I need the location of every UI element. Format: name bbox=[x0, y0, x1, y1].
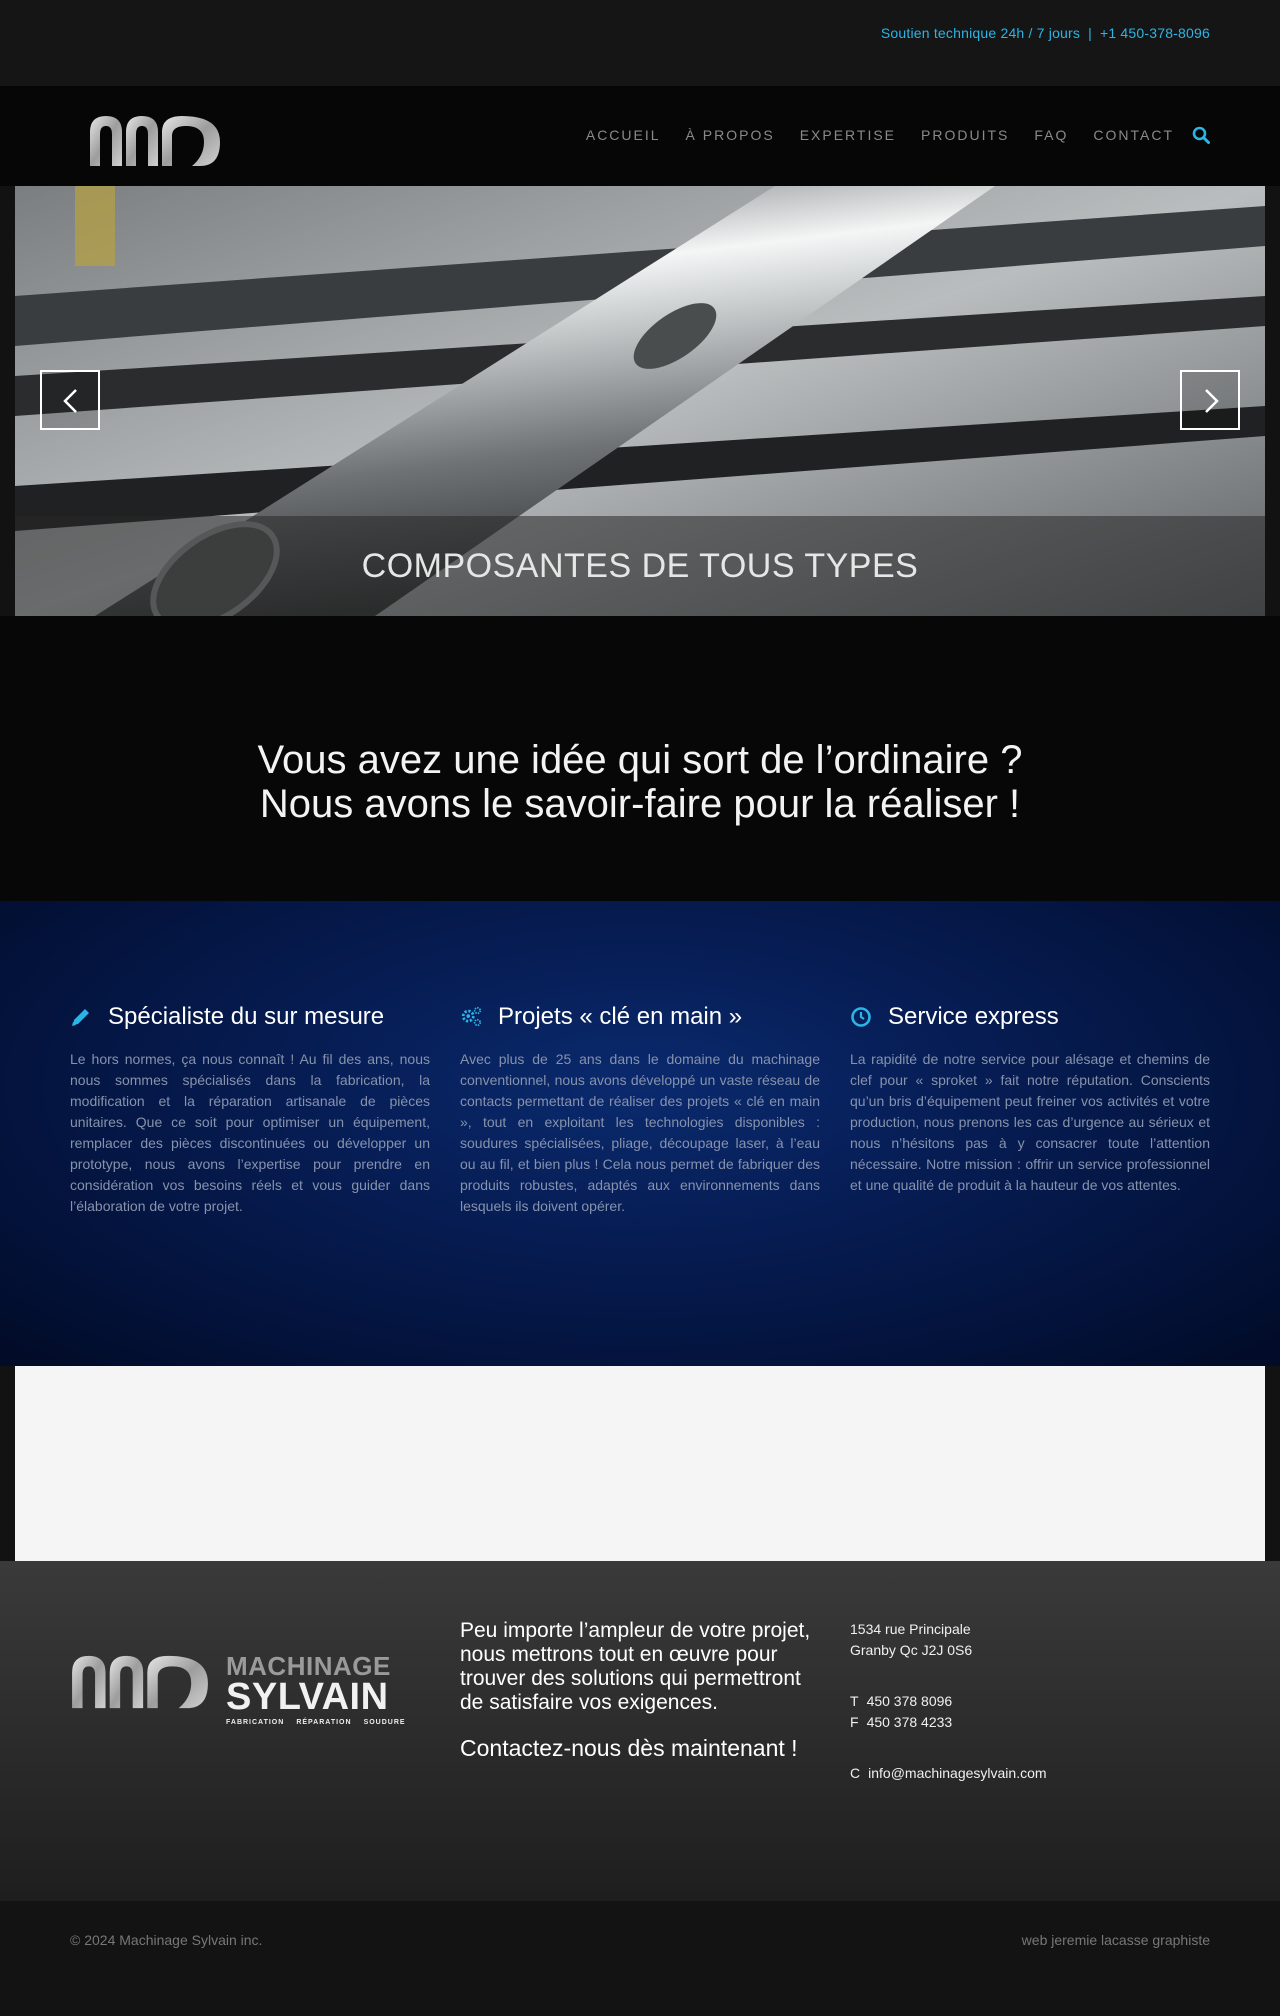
nav-item-faq[interactable]: FAQ bbox=[1034, 127, 1069, 143]
service-text: Le hors normes, ça nous connaît ! Au fil des ans, nous nous sommes spécialisés dans la fabrication, la modification et la réparation artisanale de pièces unitaires. Que ce soit pour optimiser un équipement, remplacer des pièces discontinuées ou développer un prototype, nous avons l’expertise pour prendre en considération vos besoins réels et vous guider dans l’élaboration de votre projet. bbox=[70, 1051, 430, 1214]
pencil-icon bbox=[70, 1006, 92, 1028]
service-title: Service express bbox=[888, 1003, 1059, 1030]
support-text: Soutien technique 24h / 7 jours bbox=[880, 25, 1081, 41]
support-info bbox=[881, 25, 1210, 41]
nav-item-produits[interactable]: PRODUITS bbox=[921, 127, 1010, 143]
chevron-left-icon bbox=[60, 388, 84, 414]
chevron-right-icon bbox=[1200, 388, 1224, 414]
bottom-bar bbox=[0, 1901, 1280, 2016]
brand-tag: SOUDURE bbox=[363, 1719, 406, 1726]
service-column bbox=[70, 1001, 430, 1217]
service-title: Projets « clé en main » bbox=[498, 1003, 743, 1030]
tel-link[interactable]: 450 378 8096 bbox=[866, 1693, 953, 1709]
nav-item-contact[interactable]: CONTACT bbox=[1093, 127, 1174, 143]
service-column bbox=[460, 1001, 820, 1217]
footer-message bbox=[460, 1619, 830, 1762]
slider-next-button[interactable] bbox=[1180, 370, 1240, 430]
main-nav bbox=[561, 126, 1210, 144]
top-bar bbox=[0, 0, 1280, 86]
credit-link[interactable]: web jeremie lacasse graphiste bbox=[1021, 1932, 1210, 1948]
brand-tag: RÉPARATION bbox=[296, 1719, 352, 1726]
footer-cta: Contactez-nous dès maintenant ! bbox=[460, 1735, 798, 1761]
copyright: © 2024 Machinage Sylvain inc. bbox=[70, 1932, 263, 1948]
phone-block bbox=[850, 1691, 1150, 1733]
nav-item-expertise[interactable]: EXPERTISE bbox=[799, 127, 897, 143]
separator: | bbox=[1088, 25, 1092, 41]
service-column bbox=[850, 1001, 1210, 1196]
footer-logo bbox=[70, 1651, 210, 1711]
email-link[interactable]: info@machinagesylvain.com bbox=[868, 1765, 1047, 1781]
brand-tags bbox=[226, 1719, 406, 1726]
footer-brand bbox=[226, 1653, 406, 1726]
tagline-section bbox=[0, 616, 1280, 901]
site-footer bbox=[0, 1561, 1280, 1901]
gears-icon bbox=[460, 1006, 482, 1028]
footer-contact bbox=[850, 1619, 1150, 1814]
service-text: La rapidité de notre service pour alésage et chemins de clef pour « sproket » fait notre réputation. Conscients qu’un bris d’équipement peut freiner vos activités et votre production, nous prenons les cas d’urgence au sérieux et nous n’hésitons pas à y consacrer toute l’attention nécessaire. Notre mission : offrir un service professionnel et une qualité de produit à la hauteur de vos attentes. bbox=[850, 1051, 1210, 1193]
address-line-2: Granby Qc J2J 0S6 bbox=[850, 1642, 973, 1658]
support-phone-link[interactable]: +1 450-378-8096 bbox=[1099, 25, 1210, 41]
tagline-heading bbox=[0, 738, 1280, 826]
service-title: Spécialiste du sur mesure bbox=[108, 1003, 385, 1030]
service-text: Avec plus de 25 ans dans le domaine du machinage conventionnel, nous avons développé un vaste réseau de contacts permettant de réaliser des projets « clé en main », tout en exploitant les technologies disponibles : soudures spécialisées, pliage, découpage laser, à l’eau ou au fil, et bien plus ! Cela nous permet de fabriquer des produits robustes, adaptés aux environnements dans lesquels ils doivent opérer. bbox=[460, 1051, 820, 1214]
fax-value: 450 378 4233 bbox=[866, 1714, 953, 1730]
brand-tag: FABRICATION bbox=[226, 1719, 285, 1726]
tel-label: T bbox=[850, 1693, 859, 1709]
logo[interactable] bbox=[88, 112, 222, 168]
brand-line-1: MACHINAGE bbox=[226, 1651, 391, 1681]
address-block bbox=[850, 1619, 1150, 1661]
tagline-line-1: Vous avez une idée qui sort de l’ordinaire ? bbox=[257, 738, 1023, 782]
tagline-line-2: Nous avons le savoir-faire pour la réaliser ! bbox=[259, 782, 1021, 826]
email-label: C bbox=[850, 1765, 861, 1781]
nav-item-accueil[interactable]: ACCUEIL bbox=[585, 127, 661, 143]
content-band bbox=[15, 1366, 1265, 1561]
hero-slider bbox=[15, 186, 1265, 616]
footer-message-text: Peu importe l’ampleur de votre projet, nous mettrons tout en œuvre pour trouver des solutions qui permettront de satisfaire vos exigences. bbox=[460, 1619, 811, 1714]
clock-icon bbox=[850, 1006, 872, 1028]
email-block bbox=[850, 1763, 1150, 1784]
search-icon[interactable] bbox=[1192, 126, 1210, 144]
services-section bbox=[0, 901, 1280, 1366]
nav-item-a-propos[interactable]: À PROPOS bbox=[685, 127, 775, 143]
fax-label: F bbox=[850, 1714, 859, 1730]
brand-line-2: SYLVAIN bbox=[226, 1676, 389, 1718]
slider-prev-button[interactable] bbox=[40, 370, 100, 430]
address-line-1: 1534 rue Principale bbox=[850, 1621, 971, 1637]
slide-caption: COMPOSANTES DE TOUS TYPES bbox=[361, 547, 919, 585]
